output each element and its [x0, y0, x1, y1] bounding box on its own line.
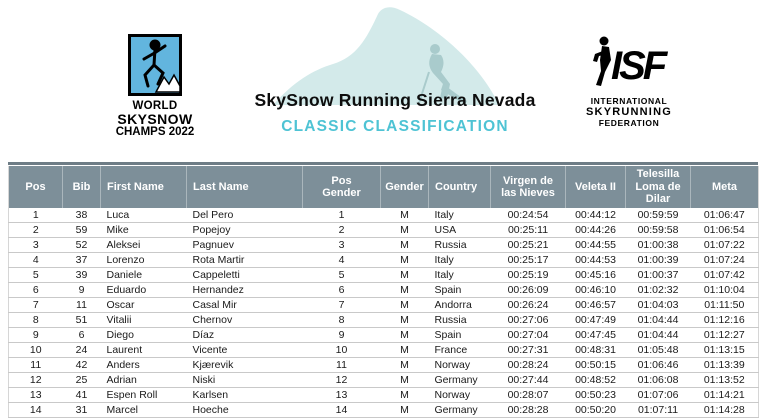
cell-meta: 01:10:04 [691, 283, 759, 298]
cell-first_name: Anders [101, 358, 187, 373]
column-header-bib: Bib [63, 166, 101, 208]
cell-country: Norway [429, 358, 491, 373]
cell-first_name: Mike [101, 223, 187, 238]
logo-right-line-3: FEDERATION [598, 118, 660, 128]
cell-last_name: Rota Martir [187, 253, 303, 268]
results-table-body [9, 208, 759, 418]
cell-pos: 2 [9, 223, 63, 238]
cell-telesilla: 01:04:44 [626, 313, 691, 328]
page-header [0, 0, 766, 162]
results-table-wrap [8, 162, 758, 418]
cell-last_name: Niski [187, 373, 303, 388]
column-header-gender: Gender [381, 166, 429, 208]
cell-pos_gender: 3 [303, 238, 381, 253]
cell-last_name: Casal Mir [187, 298, 303, 313]
cell-first_name: Aleksei [101, 238, 187, 253]
cell-pos: 3 [9, 238, 63, 253]
cell-meta: 01:12:27 [691, 328, 759, 343]
cell-pos: 10 [9, 343, 63, 358]
cell-last_name: Chernov [187, 313, 303, 328]
cell-pos: 6 [9, 283, 63, 298]
cell-telesilla: 00:59:58 [626, 223, 691, 238]
cell-pos: 14 [9, 403, 63, 418]
cell-bib: 59 [63, 223, 101, 238]
cell-telesilla: 01:04:44 [626, 328, 691, 343]
cell-veleta: 00:46:10 [566, 283, 626, 298]
title-block [170, 90, 620, 136]
cell-country: Spain [429, 283, 491, 298]
cell-gender: M [381, 253, 429, 268]
cell-virgen: 00:24:54 [491, 208, 566, 223]
cell-bib: 39 [63, 268, 101, 283]
cell-virgen: 00:26:24 [491, 298, 566, 313]
cell-pos: 13 [9, 388, 63, 403]
cell-virgen: 00:27:44 [491, 373, 566, 388]
cell-pos_gender: 2 [303, 223, 381, 238]
table-row [9, 328, 759, 343]
cell-gender: M [381, 298, 429, 313]
cell-country: USA [429, 223, 491, 238]
column-header-first_name: First Name [101, 166, 187, 208]
cell-bib: 24 [63, 343, 101, 358]
column-header-last_name: Last Name [187, 166, 303, 208]
cell-first_name: Adrian [101, 373, 187, 388]
cell-country: Italy [429, 268, 491, 283]
cell-telesilla: 01:05:48 [626, 343, 691, 358]
cell-meta: 01:14:28 [691, 403, 759, 418]
cell-last_name: Vicente [187, 343, 303, 358]
skysnow-runner-icon [127, 33, 183, 97]
cell-telesilla: 01:04:03 [626, 298, 691, 313]
isf-monogram-icon [570, 34, 688, 92]
cell-gender: M [381, 373, 429, 388]
cell-virgen: 00:26:09 [491, 283, 566, 298]
column-header-pos: Pos [9, 166, 63, 208]
cell-virgen: 00:25:11 [491, 223, 566, 238]
cell-telesilla: 01:00:38 [626, 238, 691, 253]
cell-telesilla: 01:02:32 [626, 283, 691, 298]
classification-subtitle: CLASSIC CLASSIFICATION [281, 118, 509, 135]
cell-gender: M [381, 238, 429, 253]
cell-pos_gender: 5 [303, 268, 381, 283]
cell-gender: M [381, 388, 429, 403]
table-row [9, 283, 759, 298]
cell-bib: 31 [63, 403, 101, 418]
cell-bib: 11 [63, 298, 101, 313]
cell-first_name: Diego [101, 328, 187, 343]
cell-pos_gender: 1 [303, 208, 381, 223]
cell-pos: 9 [9, 328, 63, 343]
cell-gender: M [381, 358, 429, 373]
cell-bib: 41 [63, 388, 101, 403]
cell-virgen: 00:28:28 [491, 403, 566, 418]
cell-meta: 01:06:54 [691, 223, 759, 238]
cell-country: Italy [429, 253, 491, 268]
cell-pos_gender: 11 [303, 358, 381, 373]
cell-veleta: 00:50:20 [566, 403, 626, 418]
cell-last_name: Pagnuev [187, 238, 303, 253]
cell-first_name: Laurent [101, 343, 187, 358]
event-title: SkySnow Running Sierra Nevada [254, 90, 536, 110]
cell-last_name: Cappeletti [187, 268, 303, 283]
cell-pos_gender: 10 [303, 343, 381, 358]
cell-last_name: Karlsen [187, 388, 303, 403]
cell-bib: 37 [63, 253, 101, 268]
cell-pos_gender: 6 [303, 283, 381, 298]
cell-pos_gender: 4 [303, 253, 381, 268]
cell-country: Italy [429, 208, 491, 223]
cell-telesilla: 01:06:46 [626, 358, 691, 373]
cell-country: Norway [429, 388, 491, 403]
cell-veleta: 00:50:15 [566, 358, 626, 373]
cell-last_name: Díaz [187, 328, 303, 343]
cell-pos: 7 [9, 298, 63, 313]
cell-country: Russia [429, 238, 491, 253]
cell-bib: 52 [63, 238, 101, 253]
logo-left-line-2: SKYSNOW [117, 111, 193, 127]
cell-virgen: 00:27:31 [491, 343, 566, 358]
cell-meta: 01:07:22 [691, 238, 759, 253]
cell-last_name: Hoeche [187, 403, 303, 418]
cell-pos_gender: 7 [303, 298, 381, 313]
cell-gender: M [381, 313, 429, 328]
cell-first_name: Vitalii [101, 313, 187, 328]
table-row [9, 253, 759, 268]
cell-gender: M [381, 403, 429, 418]
cell-virgen: 00:27:06 [491, 313, 566, 328]
column-header-telesilla: Telesilla Loma de Dilar [626, 166, 691, 208]
cell-veleta: 00:48:31 [566, 343, 626, 358]
column-header-veleta: Veleta II [566, 166, 626, 208]
cell-bib: 6 [63, 328, 101, 343]
cell-gender: M [381, 223, 429, 238]
cell-telesilla: 00:59:59 [626, 208, 691, 223]
cell-veleta: 00:45:16 [566, 268, 626, 283]
cell-veleta: 00:44:53 [566, 253, 626, 268]
cell-gender: M [381, 268, 429, 283]
cell-virgen: 00:28:07 [491, 388, 566, 403]
table-row [9, 373, 759, 388]
cell-meta: 01:07:42 [691, 268, 759, 283]
cell-last_name: Del Pero [187, 208, 303, 223]
cell-pos: 1 [9, 208, 63, 223]
cell-gender: M [381, 328, 429, 343]
cell-last_name: Hernandez [187, 283, 303, 298]
cell-meta: 01:07:24 [691, 253, 759, 268]
logo-left-line-1: WORLD [132, 100, 178, 112]
cell-telesilla: 01:07:06 [626, 388, 691, 403]
column-header-virgen: Virgen de las Nieves [491, 166, 566, 208]
cell-country: Andorra [429, 298, 491, 313]
cell-meta: 01:13:15 [691, 343, 759, 358]
cell-pos: 4 [9, 253, 63, 268]
cell-pos_gender: 13 [303, 388, 381, 403]
cell-pos_gender: 9 [303, 328, 381, 343]
cell-veleta: 00:48:52 [566, 373, 626, 388]
table-row [9, 358, 759, 373]
cell-virgen: 00:27:04 [491, 328, 566, 343]
cell-last_name: Kjærevik [187, 358, 303, 373]
cell-bib: 51 [63, 313, 101, 328]
cell-bib: 9 [63, 283, 101, 298]
table-row [9, 403, 759, 418]
cell-veleta: 00:44:55 [566, 238, 626, 253]
cell-first_name: Luca [101, 208, 187, 223]
cell-veleta: 00:44:26 [566, 223, 626, 238]
cell-first_name: Espen Roll [101, 388, 187, 403]
logo-right-line-2: SKYRUNNING [586, 106, 672, 118]
isf-monogram-text: ISF [611, 44, 665, 88]
cell-meta: 01:11:50 [691, 298, 759, 313]
cell-last_name: Popejoy [187, 223, 303, 238]
cell-gender: M [381, 208, 429, 223]
table-row [9, 268, 759, 283]
cell-meta: 01:14:21 [691, 388, 759, 403]
isf-logo [570, 34, 688, 128]
cell-virgen: 00:25:19 [491, 268, 566, 283]
cell-pos: 5 [9, 268, 63, 283]
table-row [9, 343, 759, 358]
logo-right-line-1: INTERNATIONAL [590, 96, 668, 106]
cell-veleta: 00:50:23 [566, 388, 626, 403]
cell-first_name: Daniele [101, 268, 187, 283]
column-header-country: Country [429, 166, 491, 208]
cell-telesilla: 01:06:08 [626, 373, 691, 388]
table-row [9, 208, 759, 223]
cell-bib: 25 [63, 373, 101, 388]
cell-country: France [429, 343, 491, 358]
logo-left-line-3: CHAMPS 2022 [115, 126, 195, 138]
cell-country: Spain [429, 328, 491, 343]
cell-virgen: 00:28:24 [491, 358, 566, 373]
cell-bib: 42 [63, 358, 101, 373]
cell-veleta: 00:44:12 [566, 208, 626, 223]
table-row [9, 298, 759, 313]
cell-veleta: 00:46:57 [566, 298, 626, 313]
cell-telesilla: 01:00:37 [626, 268, 691, 283]
cell-gender: M [381, 283, 429, 298]
cell-bib: 38 [63, 208, 101, 223]
cell-pos: 11 [9, 358, 63, 373]
cell-pos_gender: 12 [303, 373, 381, 388]
cell-virgen: 00:25:17 [491, 253, 566, 268]
cell-meta: 01:13:52 [691, 373, 759, 388]
cell-pos: 12 [9, 373, 63, 388]
cell-telesilla: 01:07:11 [626, 403, 691, 418]
cell-first_name: Oscar [101, 298, 187, 313]
cell-pos_gender: 14 [303, 403, 381, 418]
column-header-meta: Meta [691, 166, 759, 208]
cell-telesilla: 01:00:39 [626, 253, 691, 268]
cell-veleta: 00:47:45 [566, 328, 626, 343]
cell-gender: M [381, 343, 429, 358]
table-header-row [9, 166, 759, 208]
cell-pos: 8 [9, 313, 63, 328]
cell-virgen: 00:25:21 [491, 238, 566, 253]
cell-meta: 01:12:16 [691, 313, 759, 328]
table-row [9, 223, 759, 238]
cell-meta: 01:06:47 [691, 208, 759, 223]
cell-country: Germany [429, 403, 491, 418]
table-row [9, 313, 759, 328]
cell-pos_gender: 8 [303, 313, 381, 328]
cell-meta: 01:13:39 [691, 358, 759, 373]
column-header-pos_gender: Pos Gender [303, 166, 381, 208]
cell-first_name: Eduardo [101, 283, 187, 298]
table-row [9, 388, 759, 403]
table-row [9, 238, 759, 253]
cell-country: Germany [429, 373, 491, 388]
cell-veleta: 00:47:49 [566, 313, 626, 328]
cell-first_name: Marcel [101, 403, 187, 418]
cell-first_name: Lorenzo [101, 253, 187, 268]
cell-country: Russia [429, 313, 491, 328]
results-table [8, 166, 759, 418]
